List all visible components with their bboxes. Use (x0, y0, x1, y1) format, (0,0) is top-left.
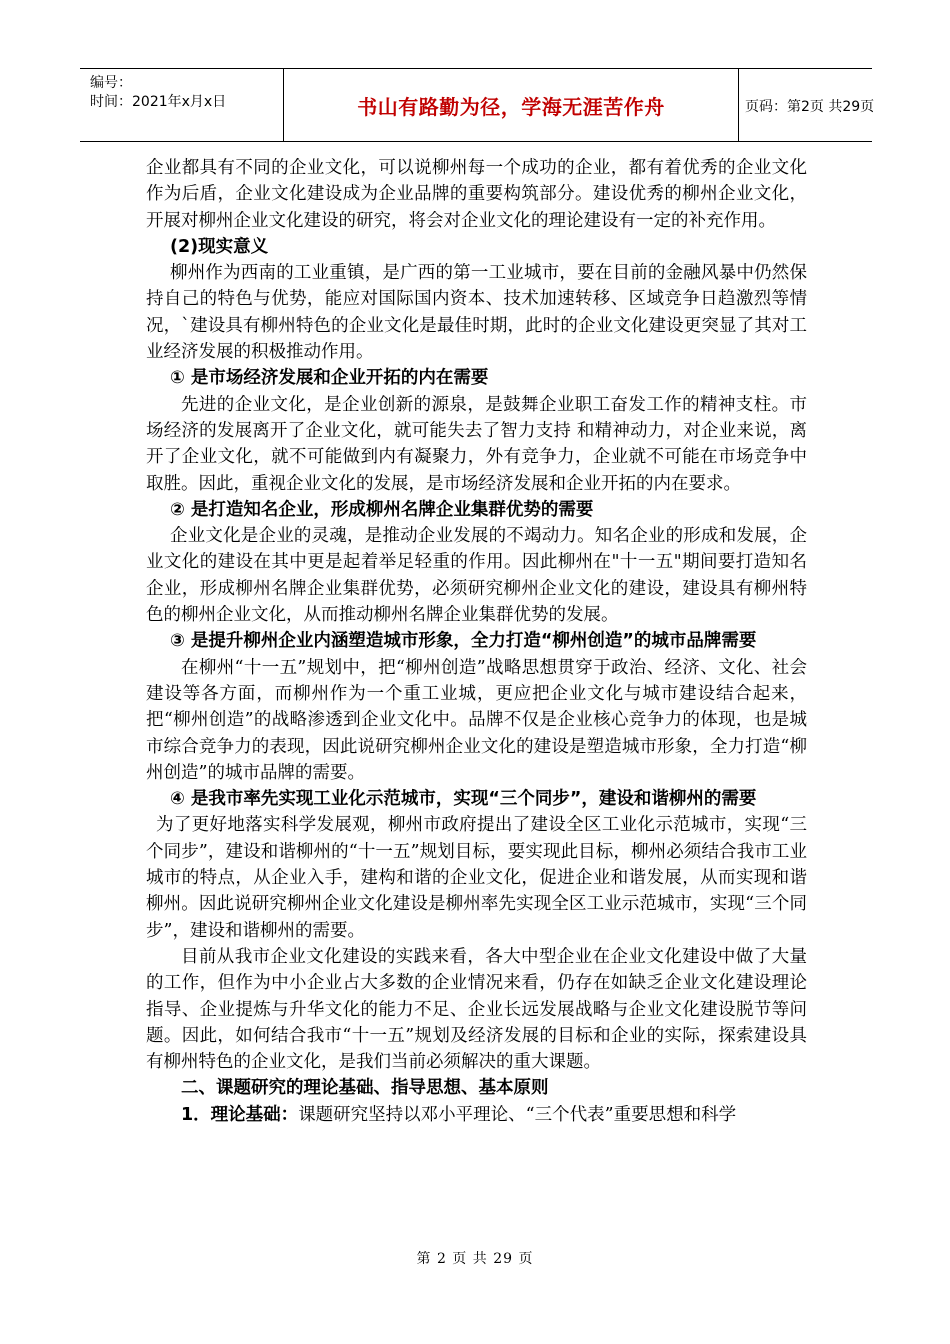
section-heading: 二、课题研究的理论基础、指导思想、基本原则 (181, 1078, 549, 1099)
paragraph: 为了更好地落实科学发展观，柳州市政府提出了建设全区工业化示范城市，实现“三个同步”，建设和谐柳州的“十一五”规划目标，要实现此目标，柳州必须结合我市工业城市的特点，从企业入手，建构和谐的企业文化，促进企业和谐发展，从而实现和谐柳州。因此说研究柳州企业文化建设是柳州率先实现全区工业示范城市，实现“三个同步”，建设和谐柳州的需要。 (146, 815, 807, 941)
header-meta-cell (80, 69, 284, 141)
header-motto: 书山有路勤为径，学海无涯苦作舟 (357, 95, 665, 119)
header-table (80, 68, 875, 142)
section-heading: ④ 是我市率先实现工业化示范城市，实现“三个同步”，建设和谐柳州的需要 (170, 789, 757, 810)
paragraph: 先进的企业文化，是企业创新的源泉，是鼓舞企业职工奋发工作的精神支柱。市场经济的发展离开了企业文化，就可能失去了智力支持 和精神动力，对企业来说，离开了企业文化，就不可能做到内有凝聚力，外有竞争力，企业就不可能在市场竞争中取胜。因此，重视企业文化的发展，是市场经济发展和企业开拓的内在要求。 (146, 394, 807, 494)
paragraph: 企业文化是企业的灵魂，是推动企业发展的不竭动力。知名企业的形成和发展，企业文化的建设在其中更是起着举足轻重的作用。因此柳州在"十一五"期间要打造知名企业，形成柳州名牌企业集群优势，必须研究柳州企业文化的建设，建设具有柳州特色的柳州企业文化，从而推动柳州名牌企业集群优势的发展。 (146, 526, 807, 626)
header-page-cell (739, 69, 875, 141)
paragraph: 在柳州“十一五”规划中，把“柳州创造”战略思想贯穿于政治、经济、文化、社会建设等各方面，而柳州作为一个重工业城，更应把企业文化与城市建设结合起来，把“柳州创造”的战略渗透到企业文化中。品牌不仅是企业核心竞争力的体现，也是城市综合竞争力的表现，因此说研究柳州企业文化的建设是塑造城市形象，全力打造“柳州创造”的城市品牌的需要。 (146, 657, 807, 783)
page-footer: 第 2 页 共 29 页 (416, 1251, 534, 1267)
section-heading: ③ 是提升柳州企业内涵塑造城市形象，全力打造“柳州创造”的城市品牌需要 (170, 631, 757, 652)
paragraph (146, 1102, 807, 1128)
section-heading: (2)现实意义 (170, 236, 269, 257)
document-body (146, 155, 807, 1128)
paragraph: 企业都具有不同的企业文化，可以说柳州每一个成功的企业，都有着优秀的企业文化作为后盾，企业文化建设成为企业品牌的重要构筑部分。建设优秀的柳州企业文化，开展对柳州企业文化建设的研究，将会对企业文化的理论建设有一定的补充作用。 (146, 158, 807, 231)
inline-label: 1．理论基础： (181, 1104, 299, 1125)
document-date-label: 时间：2021年x月x日 (90, 94, 227, 110)
paragraph: 柳州作为西南的工业重镇，是广西的第一工业城市，要在目前的金融风暴中仍然保持自己的特色与优势，能应对国际国内资本、技术加速转移、区域竞争日趋激烈等情况，`建设具有柳州特色的企业文化是最佳时期，此时的企业文化建设更突显了其对工业经济发展的积极推动作用。 (146, 263, 807, 363)
header-motto-cell (284, 69, 739, 141)
header-page-info: 页码：第2页 共29页 (745, 99, 875, 115)
paragraph: 目前从我市企业文化建设的实践来看，各大中型企业在企业文化建设中做了大量的工作，但作为中小企业占大多数的企业情况来看，仍存在如缺乏企业文化建设理论指导、企业提炼与升华文化的能力不足、企业长远发展战略与企业文化建设脱节等问题。因此，如何结合我市“十一五”规划及经济发展的目标和企业的实际，探索建设具有柳州特色的企业文化，是我们当前必须解决的重大课题。 (146, 946, 807, 1073)
section-heading: ① 是市场经济发展和企业开拓的内在需要 (170, 368, 489, 389)
section-heading: ② 是打造知名企业，形成柳州名牌企业集群优势的需要 (170, 499, 594, 520)
inline-text: 课题研究坚持以邓小平理论、“三个代表”重要思想和科学 (298, 1104, 737, 1125)
document-number-label: 编号： (90, 75, 132, 91)
